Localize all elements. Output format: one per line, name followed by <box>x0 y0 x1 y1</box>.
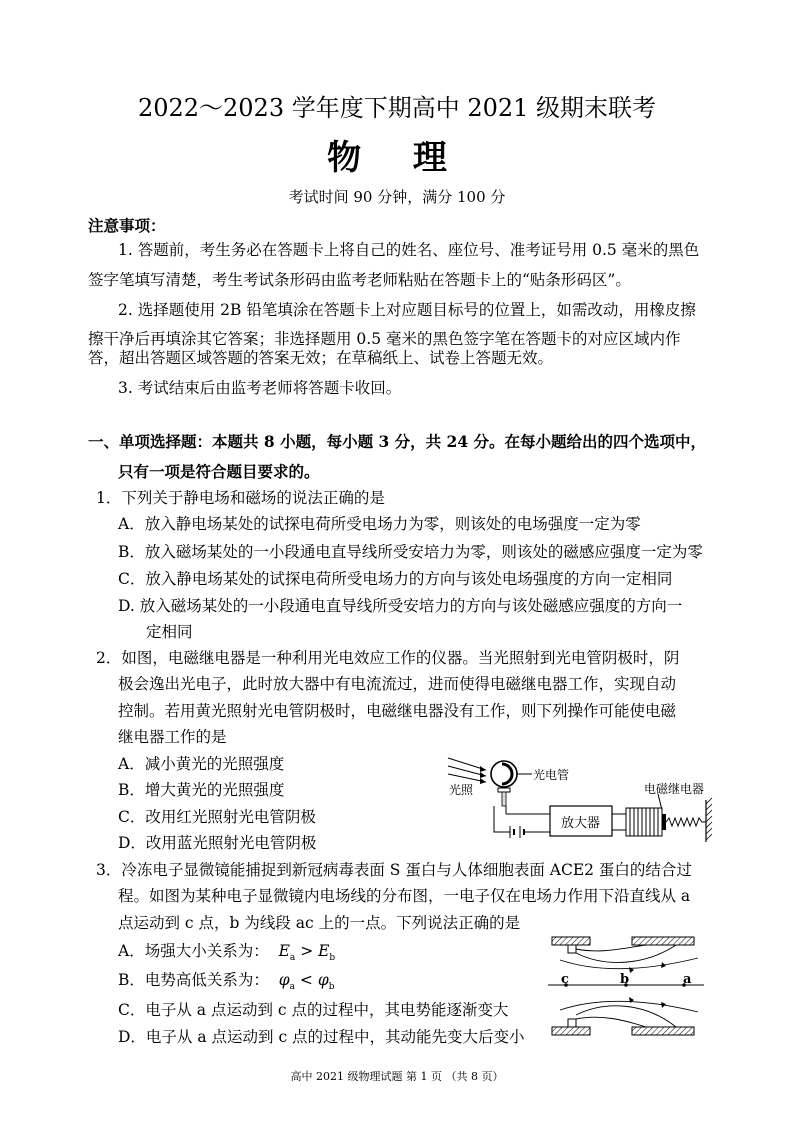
q2-option-d: D．改用蓝光照射光电管阴极 <box>118 834 317 852</box>
exam-time-note: 考试时间 90 分钟，满分 100 分 <box>288 188 506 206</box>
point-b-label: b <box>620 972 630 987</box>
light-label: 光照 <box>449 783 474 797</box>
subject-title: 物 理 <box>327 138 467 178</box>
q1-option-c: C．放入静电场某处的试探电荷所受电场力的方向与该处电场强度的方向一定相同 <box>118 570 673 588</box>
q3-option-a <box>118 939 335 963</box>
q1-stem: 1．下列关于静电场和磁场的说法正确的是 <box>96 489 385 507</box>
q1-option-b: B．放入磁场某处的一小段通电直导线所受安培力为零，则该处的磁感应强度一定为零 <box>118 543 703 561</box>
q3-stem: 3．冷冻电子显微镜能捕捉到新冠病毒表面 S 蛋白与人体细胞表面 ACE2 蛋白的结合过 <box>96 861 692 879</box>
q2-stem: 2．如图，电磁继电器是一种利用光电效应工作的仪器。当光照射到光电管阴极时，阴 <box>96 649 680 667</box>
q2-stem-line: 继电器工作的是 <box>118 728 227 746</box>
q3-option-b <box>118 968 334 992</box>
q3-stem-line: 程。如图为某种电子显微镜内电场线的分布图，一电子仅在电场力作用下沿直线从 a <box>118 887 691 905</box>
q3-option-b-formula: $\varphi_a < \varphi_b$ <box>273 971 335 993</box>
notice-line: 擦干净后再填涂其它答案；非选择题用 0.5 毫米的黑色签字笔在答题卡的对应区域内作 <box>88 330 681 348</box>
notice-heading: 注意事项： <box>88 216 166 235</box>
q2-option-c: C．改用红光照射光电管阴极 <box>118 808 316 826</box>
q3-option-c: C．电子从 a 点运动到 c 点的过程中，其电势能逐渐变大 <box>118 1001 509 1019</box>
q2-stem-line: 控制。若用黄光照射光电管阴极时，电磁继电器没有工作，则下列操作可能使电磁 <box>118 702 677 720</box>
q2-option-b: B．增大黄光的光照强度 <box>118 781 285 799</box>
q1-option-d: D. 放入磁场某处的一小段通电直导线所受安培力的方向与该处磁感应强度的方向一 <box>118 597 683 615</box>
point-c-label: c <box>561 972 569 987</box>
q3-option-a-prefix: A．场强大小关系为： <box>118 942 269 960</box>
exam-title: 2022～2023 学年度下期高中 2021 级期末联考 <box>137 94 657 122</box>
notice-line: 签字笔填写清楚，考生考试条形码由监考老师粘贴在答题卡上的“贴条形码区”。 <box>88 271 631 289</box>
section-heading-cont: 只有一项是符合题目要求的。 <box>118 462 320 481</box>
q2-option-a: A．减小黄光的光照强度 <box>118 755 285 773</box>
q3-option-b-prefix: B．电势高低关系为： <box>118 971 269 989</box>
relay-label: 电磁继电器 <box>644 782 705 796</box>
q3-option-d: D．电子从 a 点运动到 c 点的过程中，其动能先变大后变小 <box>118 1028 525 1046</box>
q1-option-a: A．放入静电场某处的试探电荷所受电场力为零，则该处的电场强度一定为零 <box>118 515 641 533</box>
q3-option-a-formula: $E_a > E_b$ <box>273 942 336 964</box>
amplifier-label: 放大器 <box>561 816 601 831</box>
photocell-label: 光电管 <box>533 768 570 782</box>
q1-option-d-cont: 定相同 <box>146 623 193 641</box>
section-heading: 一、单项选择题：本题共 8 小题，每小题 3 分，共 24 分。在每小题给出的四个选项中， <box>88 432 707 451</box>
q2-stem-line: 极会逸出光电子，此时放大器中有电流流过，进而使得电磁继电器工作，实现自动 <box>118 675 677 693</box>
q3-stem-line: 点运动到 c 点，b 为线段 ac 上的一点。下列说法正确的是 <box>118 914 521 932</box>
notice-line: 答，超出答题区域答题的答案无效；在草稿纸上、试卷上答题无效。 <box>88 349 554 367</box>
notice-line: 3. 考试结束后由监考老师将答题卡收回。 <box>118 379 402 397</box>
page-footer: 高中 2021 级物理试题 第 1 页 （共 8 页） <box>290 1070 504 1083</box>
notice-line: 1. 答题前，考生务必在答题卡上将自己的姓名、座位号、准考证号用 0.5 毫米的黑色 <box>118 241 700 259</box>
point-a-label: a <box>683 972 692 987</box>
notice-line: 2. 选择题使用 2B 铅笔填涂在答题卡上对应题目标号的位置上，如需改动，用橡皮擦 <box>118 301 696 319</box>
